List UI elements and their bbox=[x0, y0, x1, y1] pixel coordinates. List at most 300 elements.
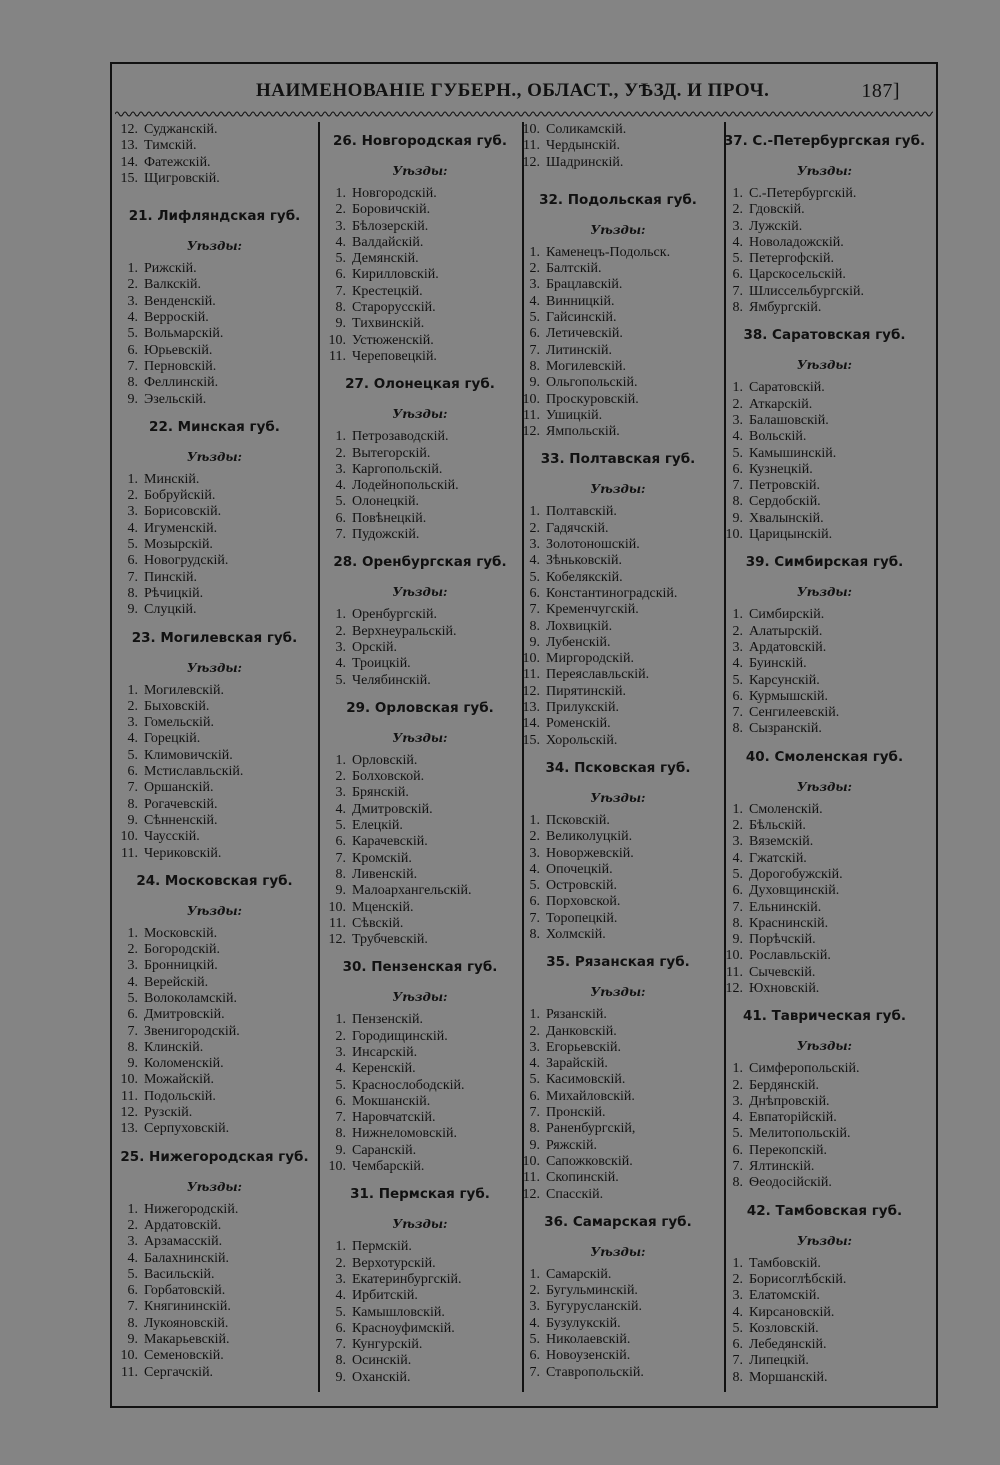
item-number: 10. bbox=[522, 651, 540, 667]
list-item bbox=[514, 894, 722, 910]
governorate-heading: 21. Лифляндская губ. bbox=[128, 208, 301, 225]
list-item bbox=[112, 780, 317, 796]
uezd-name: Камышловскій. bbox=[352, 1304, 445, 1320]
item-number: 6. bbox=[335, 510, 346, 526]
item-number: 4. bbox=[335, 801, 346, 817]
item-number: 7. bbox=[335, 1337, 346, 1353]
item-number: 2. bbox=[127, 277, 138, 293]
list-item bbox=[514, 862, 722, 878]
list-item bbox=[112, 326, 317, 342]
list-item bbox=[112, 797, 317, 813]
item-number: 9. bbox=[529, 1137, 540, 1153]
item-number: 5. bbox=[529, 1072, 540, 1088]
uezd-name: Нижегородскій. bbox=[144, 1201, 239, 1217]
item-number: 5. bbox=[529, 569, 540, 585]
uezdy-label: Уѣзды: bbox=[187, 449, 242, 464]
uezd-name: Рижскій. bbox=[144, 261, 197, 277]
item-number: 7. bbox=[127, 780, 138, 796]
uezd-name: Лебедянскій. bbox=[749, 1337, 827, 1353]
uezd-name: Лукояновскій. bbox=[144, 1315, 229, 1331]
list-item bbox=[320, 1256, 520, 1272]
uezd-name: Опочецкій. bbox=[546, 861, 613, 877]
item-number: 4. bbox=[732, 429, 743, 445]
list-item bbox=[514, 521, 722, 537]
uezdy-label: Уѣзды: bbox=[392, 164, 448, 178]
uezd-name: Борисовскій. bbox=[144, 504, 222, 520]
item-number: 5. bbox=[529, 1332, 540, 1348]
list-item bbox=[514, 326, 722, 342]
uezdy-label: Уѣзды: bbox=[187, 903, 242, 918]
uezd-name: Бердянскій. bbox=[749, 1077, 820, 1093]
uezd-name: Серпуховскій. bbox=[144, 1121, 230, 1137]
item-number: 1. bbox=[529, 244, 540, 260]
uezd-name: Верхнеуральскій. bbox=[352, 623, 457, 639]
uezd-name: Каргопольскій. bbox=[352, 461, 443, 477]
page-title: НАИМЕНОВАНІЕ ГУБЕРН., ОБЛАСТ., УѢЗД. И ПРОЧ. bbox=[256, 80, 770, 101]
list-item bbox=[112, 1299, 317, 1315]
item-number: 4. bbox=[335, 656, 346, 672]
item-number: 8. bbox=[335, 300, 346, 316]
list-item bbox=[717, 1110, 932, 1126]
uezd-name: Алатырскій. bbox=[749, 623, 823, 639]
item-number: 7. bbox=[732, 705, 743, 721]
item-number: 11. bbox=[523, 667, 540, 683]
uezd-name: Сенгилеевскій. bbox=[749, 705, 840, 721]
list-item bbox=[320, 333, 520, 349]
list-item bbox=[320, 1337, 520, 1353]
uezd-name: Пронскій. bbox=[546, 1105, 606, 1121]
item-number: 4. bbox=[335, 234, 346, 250]
item-number: 9. bbox=[335, 1369, 346, 1385]
item-number: 6. bbox=[732, 1142, 743, 1158]
uezd-name: Орловскій. bbox=[352, 752, 418, 768]
uezd-name: Можайскій. bbox=[144, 1072, 215, 1088]
list-item bbox=[514, 813, 722, 829]
list-item bbox=[717, 948, 932, 964]
item-number: 6. bbox=[127, 553, 138, 569]
uezd-name: Ардатовскій. bbox=[144, 1217, 222, 1233]
list-item bbox=[514, 684, 722, 700]
list-item bbox=[320, 1305, 520, 1321]
list-item bbox=[514, 570, 722, 586]
list-item bbox=[112, 942, 317, 958]
uezd-name: Спасскій. bbox=[546, 1186, 604, 1202]
list-item bbox=[514, 1316, 722, 1332]
uezdy-label: Уѣзды: bbox=[392, 1217, 448, 1232]
list-item bbox=[717, 721, 932, 737]
item-number: 2. bbox=[732, 202, 743, 218]
list-item bbox=[717, 1337, 932, 1353]
list-item bbox=[112, 521, 317, 537]
list-item bbox=[514, 375, 722, 391]
list-item bbox=[514, 667, 722, 683]
item-number: 6. bbox=[335, 1320, 346, 1336]
item-number: 2. bbox=[732, 396, 743, 412]
list-item bbox=[514, 1105, 722, 1121]
list-item bbox=[320, 300, 520, 316]
governorate-heading: 42. Тамбовская губ. bbox=[746, 1202, 903, 1219]
list-item bbox=[112, 1007, 317, 1023]
item-number: 5. bbox=[732, 251, 743, 267]
uezd-name: Ямпольскій. bbox=[546, 424, 620, 440]
list-item bbox=[514, 424, 722, 440]
list-item bbox=[320, 769, 520, 785]
item-number: 5. bbox=[732, 866, 743, 882]
list-item bbox=[717, 446, 932, 462]
uezd-name: Фатежскій. bbox=[144, 154, 211, 170]
list-item bbox=[514, 122, 722, 138]
list-item bbox=[112, 1218, 317, 1234]
uezd-name: Гжатскій. bbox=[749, 850, 807, 866]
spacer bbox=[514, 171, 722, 181]
uezd-name: Летичевскій. bbox=[546, 326, 623, 342]
list-item bbox=[514, 1007, 722, 1023]
item-number: 2. bbox=[335, 202, 346, 218]
item-number: 10. bbox=[328, 1159, 346, 1175]
list-item bbox=[112, 958, 317, 974]
list-item bbox=[514, 700, 722, 716]
list-item bbox=[112, 155, 317, 171]
item-number: 10. bbox=[328, 332, 346, 348]
list-item bbox=[717, 624, 932, 640]
item-number: 1. bbox=[529, 1266, 540, 1282]
item-number: 3. bbox=[732, 412, 743, 428]
list-item bbox=[717, 462, 932, 478]
uezd-name: Екатеринбургскій. bbox=[352, 1271, 462, 1287]
list-item bbox=[320, 1159, 520, 1175]
list-item bbox=[320, 1321, 520, 1337]
uezd-name: Вольскій. bbox=[749, 429, 807, 445]
uezd-name: Николаевскій. bbox=[546, 1332, 631, 1348]
item-number: 12. bbox=[120, 122, 138, 137]
uezd-name: Тимскій. bbox=[144, 138, 197, 154]
item-number: 10. bbox=[120, 1348, 138, 1364]
uezd-name: Чембарскій. bbox=[352, 1159, 425, 1175]
uezd-name: Горецкій. bbox=[144, 731, 201, 747]
uezdy-label: Уѣзды: bbox=[590, 985, 646, 1000]
governorate-heading: 25. Нижегородская губ. bbox=[120, 1148, 309, 1165]
uezd-name: Балашовскій. bbox=[749, 412, 829, 428]
uezd-name: Порховской. bbox=[546, 894, 621, 910]
item-number: 11. bbox=[726, 964, 743, 980]
item-number: 6. bbox=[529, 326, 540, 342]
list-item bbox=[112, 715, 317, 731]
item-number: 4. bbox=[335, 1288, 346, 1304]
list-item bbox=[514, 343, 722, 359]
item-number: 4. bbox=[529, 1315, 540, 1331]
item-number: 7. bbox=[732, 283, 743, 299]
list-item bbox=[320, 251, 520, 267]
uezd-name: Устюженскій. bbox=[352, 332, 434, 348]
item-number: 4. bbox=[732, 1110, 743, 1126]
item-number: 1. bbox=[335, 1012, 346, 1028]
list-item bbox=[717, 219, 932, 235]
uezd-name: Оршанскій. bbox=[144, 780, 214, 796]
column-3 bbox=[514, 122, 722, 1381]
item-number: 4. bbox=[335, 478, 346, 494]
item-number: 6. bbox=[335, 834, 346, 850]
uezd-name: Хвалынскій. bbox=[749, 510, 824, 526]
item-number: 8. bbox=[732, 300, 743, 316]
uezd-name: Оханскій. bbox=[352, 1369, 411, 1385]
list-item bbox=[514, 1024, 722, 1040]
list-item bbox=[112, 310, 317, 326]
item-number: 3. bbox=[335, 639, 346, 655]
uezd-name: Скопинскій. bbox=[546, 1170, 619, 1186]
uezd-name: Дмитровскій. bbox=[352, 801, 433, 817]
list-item bbox=[320, 1353, 520, 1369]
list-item bbox=[112, 1121, 317, 1137]
list-item bbox=[320, 802, 520, 818]
uezdy-label: Уѣзды: bbox=[797, 779, 852, 794]
uezd-name: Константиноградскій. bbox=[546, 585, 678, 601]
item-number: 8. bbox=[529, 618, 540, 634]
uezd-name: Сапожковскій. bbox=[546, 1153, 633, 1169]
uezd-name: Вольмарскій. bbox=[144, 326, 224, 342]
uezd-name: Кромскій. bbox=[352, 850, 412, 866]
item-number: 9. bbox=[529, 634, 540, 650]
list-item bbox=[514, 733, 722, 749]
item-number: 1. bbox=[732, 801, 743, 817]
item-number: 4. bbox=[127, 974, 138, 990]
item-number: 2. bbox=[335, 1255, 346, 1271]
item-number: 13. bbox=[522, 700, 540, 716]
list-item bbox=[112, 731, 317, 747]
uezd-name: Мокшанскій. bbox=[352, 1093, 431, 1109]
uezd-name: Рузскій. bbox=[144, 1105, 193, 1121]
governorate-heading: 31. Пермская губ. bbox=[350, 1186, 490, 1203]
item-number: 2. bbox=[127, 942, 138, 958]
list-item bbox=[514, 1332, 722, 1348]
item-number: 3. bbox=[127, 293, 138, 309]
governorate-heading: 35. Рязанская губ. bbox=[546, 954, 690, 971]
uezd-name: Ставропольскій. bbox=[546, 1364, 644, 1380]
item-number: 3. bbox=[529, 537, 540, 553]
item-number: 4. bbox=[529, 1056, 540, 1072]
list-item bbox=[717, 867, 932, 883]
item-number: 11. bbox=[121, 1364, 138, 1380]
item-number: 13. bbox=[120, 138, 138, 154]
list-item bbox=[320, 1126, 520, 1142]
item-number: 6. bbox=[529, 585, 540, 601]
list-item bbox=[717, 1094, 932, 1110]
uezd-name: Саранскій. bbox=[352, 1142, 417, 1158]
uezd-name: Вытегорскій. bbox=[352, 445, 431, 461]
uezdy-label: Уѣзды: bbox=[187, 239, 242, 254]
list-item bbox=[112, 764, 317, 780]
uezd-name: Юхновскій. bbox=[749, 980, 820, 996]
uezd-name: Щигровскій. bbox=[144, 170, 220, 186]
list-item bbox=[514, 553, 722, 569]
item-number: 12. bbox=[522, 1186, 540, 1202]
uezd-name: Шадринскій. bbox=[546, 154, 624, 170]
uezd-name: Гомельскій. bbox=[144, 715, 214, 731]
list-item bbox=[717, 397, 932, 413]
item-number: 9. bbox=[335, 883, 346, 899]
uezd-name: Симферопольскій. bbox=[749, 1061, 860, 1077]
item-number: 6. bbox=[127, 1283, 138, 1299]
uezd-name: Аткарскій. bbox=[749, 396, 813, 412]
governorate-heading: 24. Московская губ. bbox=[136, 872, 293, 889]
item-number: 7. bbox=[529, 1105, 540, 1121]
list-item bbox=[717, 818, 932, 834]
uezd-name: Дмитровскій. bbox=[144, 1007, 225, 1023]
uezd-name: Рогачевскій. bbox=[144, 796, 218, 812]
item-number: 8. bbox=[732, 721, 743, 737]
list-item bbox=[514, 1283, 722, 1299]
uezd-name: Лохвицкій. bbox=[546, 618, 613, 634]
item-number: 2. bbox=[732, 1077, 743, 1093]
item-number: 2. bbox=[732, 623, 743, 639]
list-item bbox=[717, 1143, 932, 1159]
item-number: 2. bbox=[335, 769, 346, 785]
item-number: 5. bbox=[529, 310, 540, 326]
uezd-name: Ливенскій. bbox=[352, 866, 418, 882]
item-number: 3. bbox=[529, 1299, 540, 1315]
list-item bbox=[112, 488, 317, 504]
list-item bbox=[112, 1202, 317, 1218]
list-item bbox=[112, 392, 317, 408]
uezd-name: Курмышскій. bbox=[749, 688, 829, 704]
uezd-name: Макарьевскій. bbox=[144, 1332, 230, 1348]
uezdy-label: Уѣзды: bbox=[392, 730, 448, 745]
uezd-name: Балахнинскій. bbox=[144, 1250, 229, 1266]
uezd-name: Днѣпровскій. bbox=[749, 1093, 830, 1109]
list-item bbox=[514, 716, 722, 732]
list-item bbox=[112, 537, 317, 553]
uezd-name: Городищинскій. bbox=[352, 1028, 448, 1044]
uezd-name: Лубенскій. bbox=[546, 634, 611, 650]
list-item bbox=[514, 1040, 722, 1056]
uezd-name: Арзамасскій. bbox=[144, 1234, 223, 1250]
list-item bbox=[320, 462, 520, 478]
list-item bbox=[320, 1370, 520, 1386]
uezd-name: Петергофскій. bbox=[749, 251, 835, 267]
uezd-name: Хорольскій. bbox=[546, 732, 618, 748]
list-item bbox=[320, 202, 520, 218]
uezd-name: Евпаторійскій. bbox=[749, 1110, 837, 1126]
item-number: 5. bbox=[335, 672, 346, 688]
item-number: 12. bbox=[328, 932, 346, 948]
item-number: 3. bbox=[529, 277, 540, 293]
uezd-name: Зарайскій. bbox=[546, 1056, 608, 1072]
uezd-name: Сычевскій. bbox=[749, 964, 816, 980]
uezd-name: Кузнецкій. bbox=[749, 461, 813, 477]
uezdy-label: Уѣзды: bbox=[797, 164, 852, 178]
uezd-name: Буинскій. bbox=[749, 656, 807, 672]
list-item bbox=[112, 1040, 317, 1056]
item-number: 6. bbox=[335, 267, 346, 283]
list-item bbox=[112, 846, 317, 862]
uezd-name: Торопецкій. bbox=[546, 910, 618, 926]
list-item bbox=[112, 375, 317, 391]
list-item bbox=[320, 186, 520, 202]
uezd-name: Крестецкій. bbox=[352, 283, 423, 299]
list-item bbox=[320, 1239, 520, 1255]
uezd-name: Бугульминскій. bbox=[546, 1283, 638, 1299]
item-number: 3. bbox=[335, 218, 346, 234]
list-item bbox=[717, 834, 932, 850]
item-number: 4. bbox=[335, 1061, 346, 1077]
uezd-name: Венденскій. bbox=[144, 293, 216, 309]
list-item bbox=[112, 975, 317, 991]
item-number: 8. bbox=[732, 1175, 743, 1191]
item-number: 1. bbox=[127, 925, 138, 941]
list-item bbox=[717, 300, 932, 316]
list-item bbox=[514, 359, 722, 375]
item-number: 9. bbox=[732, 932, 743, 948]
uezd-name: Перекопскій. bbox=[749, 1142, 828, 1158]
uezdy-label: Уѣзды: bbox=[187, 660, 242, 675]
item-number: 7. bbox=[529, 1364, 540, 1380]
list-item bbox=[320, 883, 520, 899]
item-number: 1. bbox=[335, 607, 346, 623]
list-item bbox=[320, 1029, 520, 1045]
item-number: 3. bbox=[127, 958, 138, 974]
list-item bbox=[320, 785, 520, 801]
list-item bbox=[320, 446, 520, 462]
uezd-name: Данковскій. bbox=[546, 1023, 617, 1039]
list-item bbox=[320, 818, 520, 834]
list-item bbox=[717, 1126, 932, 1142]
list-item bbox=[320, 1143, 520, 1159]
item-number: 8. bbox=[335, 1353, 346, 1369]
list-item bbox=[112, 1024, 317, 1040]
list-item bbox=[717, 413, 932, 429]
list-item bbox=[320, 624, 520, 640]
uezd-name: Новоладожскій. bbox=[749, 234, 844, 250]
governorate-heading: 40. Смоленская губ. bbox=[745, 748, 904, 765]
list-item bbox=[320, 349, 520, 365]
item-number: 1. bbox=[732, 607, 743, 623]
list-item bbox=[112, 277, 317, 293]
uezd-name: Новоржевскій. bbox=[546, 845, 634, 861]
uezd-name: Пермскій. bbox=[352, 1239, 412, 1255]
list-item bbox=[514, 1348, 722, 1364]
uezd-name: Дорогобужскій. bbox=[749, 866, 843, 882]
list-item bbox=[514, 138, 722, 154]
uezd-name: Могилевскій. bbox=[546, 358, 626, 374]
uezdy-label: Уѣзды: bbox=[797, 1233, 852, 1248]
uezd-name: Рославльскій. bbox=[749, 948, 831, 964]
list-item bbox=[320, 219, 520, 235]
item-number: 6. bbox=[127, 764, 138, 780]
item-number: 4. bbox=[732, 234, 743, 250]
item-number: 2. bbox=[732, 818, 743, 834]
list-item bbox=[320, 429, 520, 445]
uezdy-label: Уѣзды: bbox=[797, 358, 852, 373]
uezd-name: Михайловскій. bbox=[546, 1088, 635, 1104]
list-item bbox=[514, 1121, 722, 1137]
item-number: 1. bbox=[732, 1061, 743, 1077]
item-number: 14. bbox=[522, 716, 540, 732]
item-number: 2. bbox=[529, 829, 540, 845]
page-number: 187] bbox=[861, 80, 900, 102]
item-number: 3. bbox=[335, 1271, 346, 1287]
item-number: 10. bbox=[522, 391, 540, 407]
list-item bbox=[717, 640, 932, 656]
list-item bbox=[717, 607, 932, 623]
uezd-name: Брянскій. bbox=[352, 785, 409, 801]
uezd-name: Сѣнненскій. bbox=[144, 812, 218, 828]
uezd-name: Ольгопольскій. bbox=[546, 375, 638, 391]
item-number: 15. bbox=[120, 170, 138, 186]
item-number: 3. bbox=[732, 1093, 743, 1109]
list-item bbox=[320, 316, 520, 332]
item-number: 5. bbox=[335, 494, 346, 510]
item-number: 7. bbox=[335, 527, 346, 543]
uezd-name: Петровскій. bbox=[749, 478, 821, 494]
